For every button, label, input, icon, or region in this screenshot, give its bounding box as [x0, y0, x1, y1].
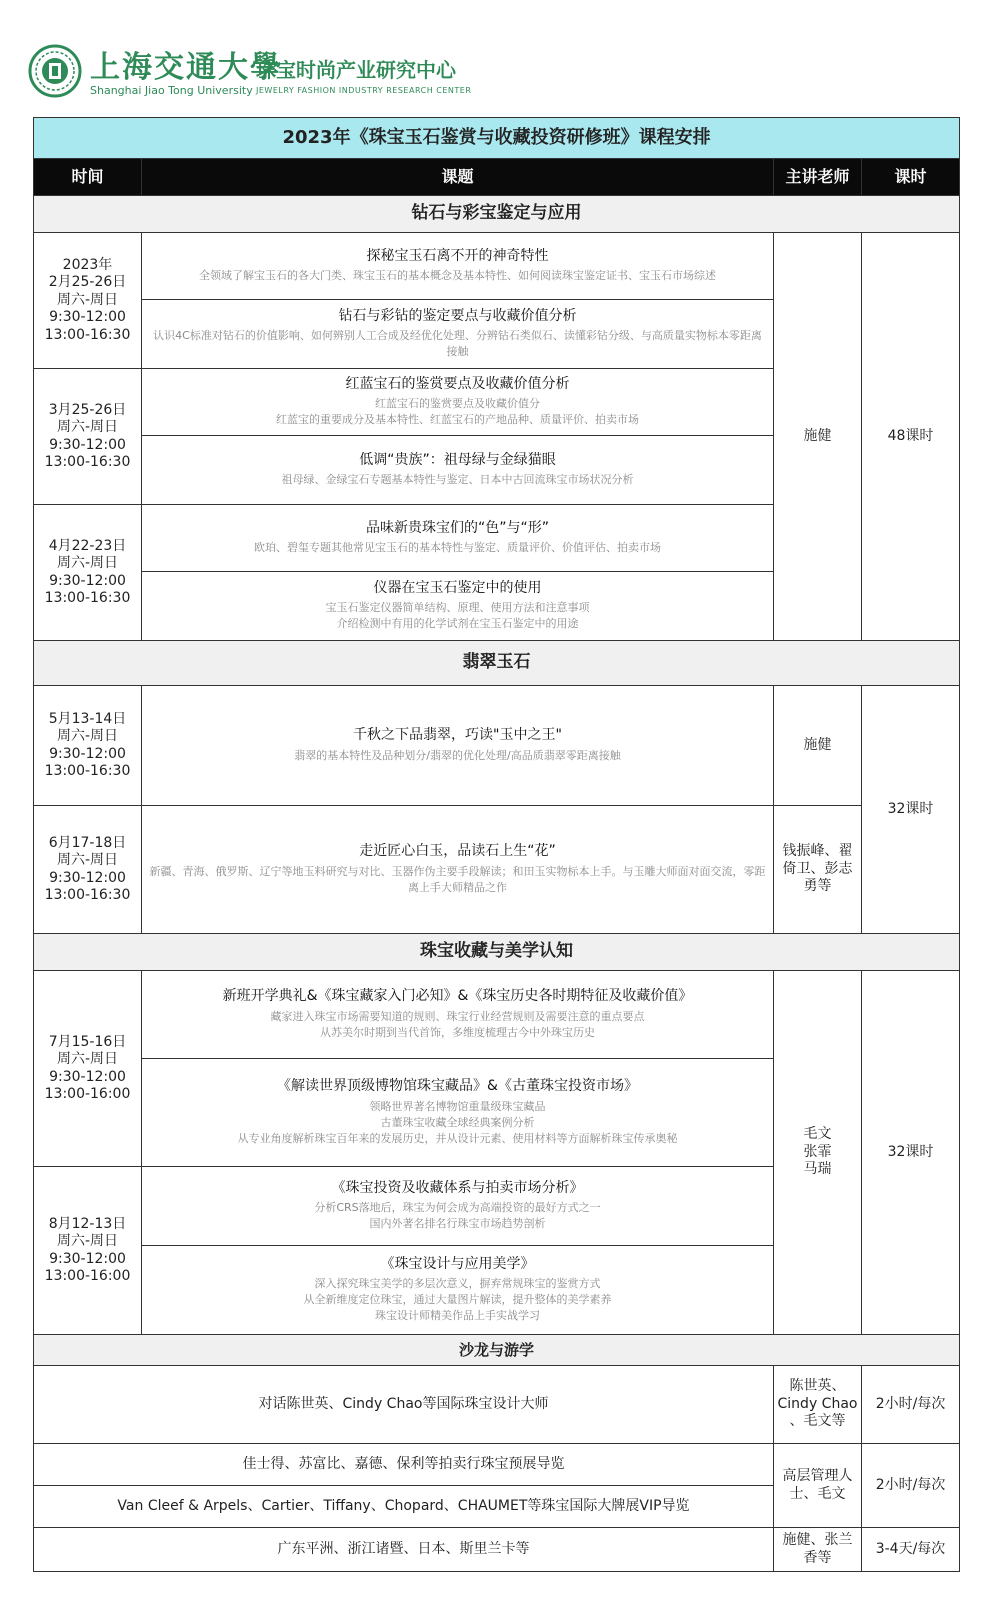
- salon-item: Van Cleef & Arpels、Cartier、Tiffany、Chopard、CHAUMET等珠宝国际大牌展VIP导览: [34, 1486, 774, 1528]
- section-header: 钻石与彩宝鉴定与应用: [34, 196, 960, 233]
- hours-cell: 48课时: [862, 233, 960, 641]
- section-header: 沙龙与游学: [34, 1335, 960, 1366]
- date-cell: 3月25-26日 周六-周日 9:30-12:00 13:00-16:30: [34, 369, 142, 505]
- date-cell: 4月22-23日 周六-周日 9:30-12:00 13:00-16:30: [34, 505, 142, 641]
- topic-desc: 从苏美尔时期到当代首饰，多维度梳理古今中外珠宝历史: [320, 1025, 595, 1039]
- topic-desc: 珠宝设计师精美作品上手实战学习: [375, 1309, 540, 1323]
- topic-title: 《珠宝投资及收藏体系与拍卖市场分析》: [331, 1179, 584, 1196]
- topic-title: 《解读世界顶级博物馆珠宝藏品》&《古董珠宝投资市场》: [277, 1078, 638, 1095]
- topic-desc: 介绍检测中有用的化学试剂在宝玉石鉴定中的用途: [336, 617, 579, 631]
- hours-cell: 2小时/每次: [862, 1366, 960, 1444]
- university-name-en: Shanghai Jiao Tong University: [90, 84, 253, 97]
- topic-desc: 从专业角度解析珠宝百年来的发展历史，并从设计元素、使用材料等方面解析珠宝传承奥秘: [237, 1131, 678, 1145]
- topic-title: 新班开学典礼&《珠宝藏家入门必知》&《珠宝历史各时期特征及收藏价值》: [222, 988, 693, 1005]
- teacher-cell: 毛文 张霏 马瑞: [774, 971, 862, 1335]
- salon-item: 广东平洲、浙江诸暨、日本、斯里兰卡等: [34, 1528, 774, 1572]
- topic-desc: 红蓝宝的重要成分及基本特性、红蓝宝石的产地品种、质量评价、拍卖市场: [276, 413, 639, 427]
- topic-title: 走近匠心白玉，品读石上生“花”: [359, 843, 556, 860]
- topic-cell: [142, 300, 774, 369]
- topic-desc: 从全新维度定位珠宝，通过大量图片解读，提升整体的美学素养: [303, 1293, 612, 1307]
- date-cell: 7月15-16日 周六-周日 9:30-12:00 13:00-16:00: [34, 971, 142, 1167]
- topic-cell: [142, 806, 774, 934]
- column-header-time: 时间: [34, 159, 142, 196]
- topic-desc: 认识4C标准对钻石的价值影响、如何辨别人工合成及经优化处理、分辨钻石类似石、读懂彩钻分级、与高质量实物标本零距离接触: [153, 329, 762, 359]
- topic-cell: [142, 1246, 774, 1335]
- column-header-topic: 课题: [142, 159, 774, 196]
- salon-item: 佳士得、苏富比、嘉德、保利等拍卖行珠宝预展导览: [34, 1444, 774, 1486]
- topic-desc: 深入探究珠宝美学的多层次意义，摒弃常规珠宝的鉴赏方式: [314, 1277, 601, 1291]
- teacher-cell: 高层管理人 士、毛文: [774, 1444, 862, 1528]
- topic-cell: [142, 1059, 774, 1167]
- topic-cell: [142, 369, 774, 436]
- topic-title: 低调“贵族”：祖母绿与金绿猫眼: [359, 451, 556, 468]
- teacher-cell: 施健: [774, 686, 862, 806]
- date-cell: 2023年 2月25-26日 周六-周日 9:30-12:00 13:00-16:30: [34, 233, 142, 369]
- university-name-cn: 上海交通大學: [90, 50, 282, 85]
- topic-cell: [142, 233, 774, 300]
- topic-title: 仪器在宝玉石鉴定中的使用: [373, 579, 542, 596]
- topic-title: 品味新贵珠宝们的“色”与“形”: [365, 519, 549, 536]
- header: [28, 38, 548, 108]
- teacher-cell: 钱振峰、翟 倚卫、彭志 勇等: [774, 806, 862, 934]
- topic-title: 红蓝宝石的鉴赏要点及收藏价值分析: [345, 375, 570, 392]
- topic-cell: [142, 572, 774, 641]
- section-header: 珠宝收藏与美学认知: [34, 934, 960, 971]
- teacher-cell: 施健、张兰 香等: [774, 1528, 862, 1572]
- hours-cell: 32课时: [862, 686, 960, 934]
- date-cell: 6月17-18日 周六-周日 9:30-12:00 13:00-16:30: [34, 806, 142, 934]
- topic-cell: [142, 686, 774, 806]
- topic-title: 探秘宝玉石离不开的神奇特性: [366, 247, 549, 264]
- topic-title: 千秋之下品翡翠，巧读"玉中之王": [353, 727, 562, 744]
- date-cell: 5月13-14日 周六-周日 9:30-12:00 13:00-16:30: [34, 686, 142, 806]
- topic-title: 钻石与彩钻的鉴定要点与收藏价值分析: [338, 307, 577, 324]
- topic-desc: 分析CRS落地后，珠宝为何会成为高端投资的最好方式之一: [314, 1201, 601, 1215]
- topic-cell: [142, 1167, 774, 1246]
- topic-title: 《珠宝设计与应用美学》: [380, 1255, 535, 1272]
- hours-cell: 2小时/每次: [862, 1444, 960, 1528]
- university-emblem-icon: [28, 44, 82, 98]
- topic-desc: 祖母绿、金绿宝石专题基本特性与鉴定、日本中古回流珠宝市场状况分析: [281, 473, 634, 487]
- topic-cell: [142, 436, 774, 505]
- topic-desc: 全领域了解宝玉石的各大门类、珠宝玉石的基本概念及基本特性、如何阅读珠宝鉴定证书、宝玉石市场综述: [199, 269, 716, 283]
- topic-desc: 红蓝宝石的鉴赏要点及收藏价值分: [375, 397, 540, 411]
- topic-cell: [142, 971, 774, 1059]
- topic-desc: 翡翠的基本特性及品种划分/翡翠的优化处理/高品质翡翠零距离接触: [294, 748, 621, 762]
- teacher-cell: 施健: [774, 233, 862, 641]
- section-header: 翡翠玉石: [34, 641, 960, 686]
- schedule-title: 2023年《珠宝玉石鉴赏与收藏投资研修班》课程安排: [34, 118, 960, 159]
- teacher-cell: 陈世英、 Cindy Chao 、毛文等: [774, 1366, 862, 1444]
- center-name-cn: 珠宝时尚产业研究中心: [256, 58, 456, 82]
- topic-desc: 古董珠宝收藏全球经典案例分析: [380, 1115, 535, 1129]
- hours-cell: 3-4天/每次: [862, 1528, 960, 1572]
- topic-cell: [142, 505, 774, 572]
- topic-desc: 新疆、青海、俄罗斯、辽宁等地玉料研究与对比、玉器作伪主要手段解读；和田玉实物标本上手。与玉雕大师面对面交流，零距离上手大师精品之作: [149, 864, 766, 894]
- salon-item: 对话陈世英、Cindy Chao等国际珠宝设计大师: [34, 1366, 774, 1444]
- column-header-teacher: 主讲老师: [774, 159, 862, 196]
- topic-desc: 宝玉石鉴定仪器简单结构、原理、使用方法和注意事项: [325, 601, 590, 615]
- schedule-table: [33, 117, 960, 1572]
- topic-desc: 欧珀、碧玺专题其他常见宝玉石的基本特性与鉴定、质量评价、价值评估、拍卖市场: [254, 541, 661, 555]
- topic-desc: 藏家进入珠宝市场需要知道的规则、珠宝行业经营规则及需要注意的重点要点: [270, 1009, 645, 1023]
- topic-desc: 领略世界著名博物馆重量级珠宝藏品: [369, 1099, 546, 1113]
- column-header-hours: 课时: [862, 159, 960, 196]
- hours-cell: 32课时: [862, 971, 960, 1335]
- topic-desc: 国内外著名排名行珠宝市场趋势剖析: [369, 1217, 546, 1231]
- center-name-en: JEWELRY FASHION INDUSTRY RESEARCH CENTER: [256, 86, 472, 95]
- date-cell: 8月12-13日 周六-周日 9:30-12:00 13:00-16:00: [34, 1167, 142, 1335]
